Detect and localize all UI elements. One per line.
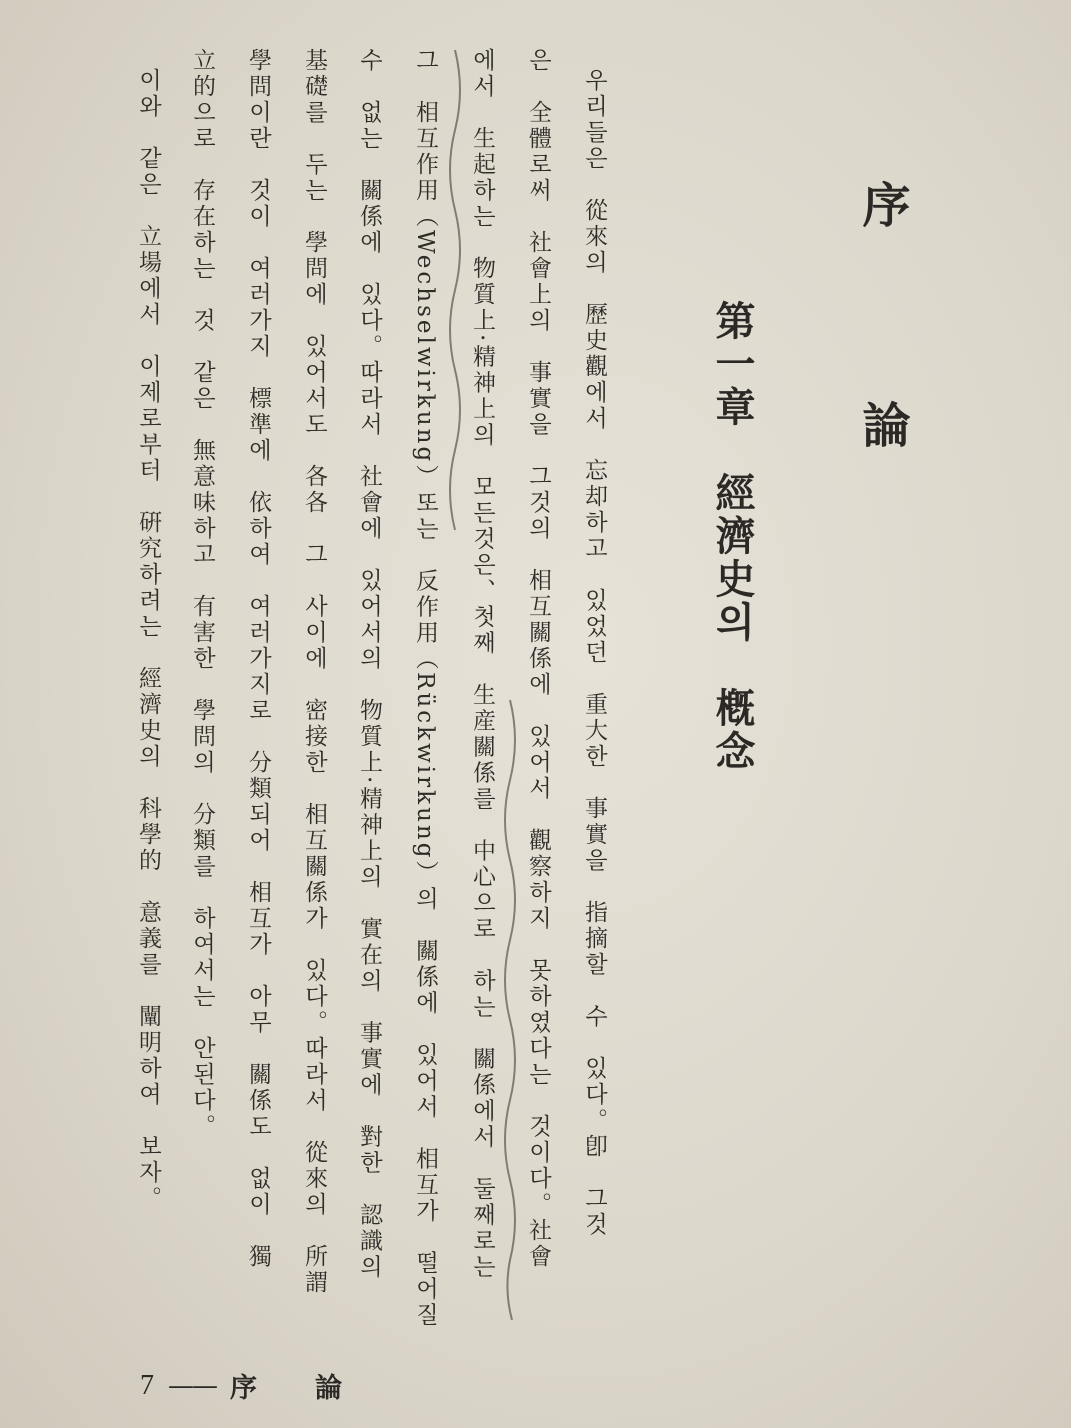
body-line: 그 相互作用（Wechselwirkung）또는 反作用（Rückwirkung）의 關係에 있어서 相互가 떨어질: [412, 48, 438, 1329]
pencil-wavy-line: [505, 700, 515, 1320]
body-line: 基礎를 두는 學問에 있어서도 各各 그 사이에 密接한 相互關係가 있다。따라서 從來의 所謂: [301, 48, 327, 1296]
page-number: 7: [140, 1369, 154, 1401]
body-line: 은 全體로써 社會上의 事實을 그것의 相互關係에 있어서 觀察하지 못하였다는 것이다。社會: [525, 48, 551, 1270]
pencil-wavy-line: [450, 50, 460, 530]
body-line: 우리들은 從來의 歷史觀에서 忘却하고 있었던 重大한 事實을 指摘할 수 있다。卽 그것: [581, 68, 607, 1238]
page-footer: [140, 1366, 400, 1405]
chapter-heading: 第一章 經濟史의 槪念: [709, 300, 756, 773]
body-line: 에서 生起하는 物質上·精神上의 모든것은、첫째 生産關係를 中心으로 하는 關係에서 둘째로는: [469, 48, 495, 1281]
footer-dash: ——: [168, 1370, 216, 1401]
running-head: 序論: [230, 1373, 400, 1404]
body-line: 이와 같은 立場에서 이제로부터 硏究하려는 經濟史의 科學的 意義를 闡明하여 보자。: [135, 68, 161, 1212]
section-title: 序 論: [854, 180, 910, 510]
body-line: 學問이란 것이 여러가지 標準에 依하여 여러가지로 分類되어 相互가 아무 關係도 없이 獨: [245, 48, 271, 1270]
body-line: 수 없는 關係에 있다。따라서 社會에 있어서의 物質上·精神上의 實在의 事實에 對한 認識의: [356, 48, 382, 1281]
body-line: 立的으로 存在하는 것 같은 無意味하고 有害한 學問의 分類를 하여서는 안된다。: [189, 48, 215, 1140]
